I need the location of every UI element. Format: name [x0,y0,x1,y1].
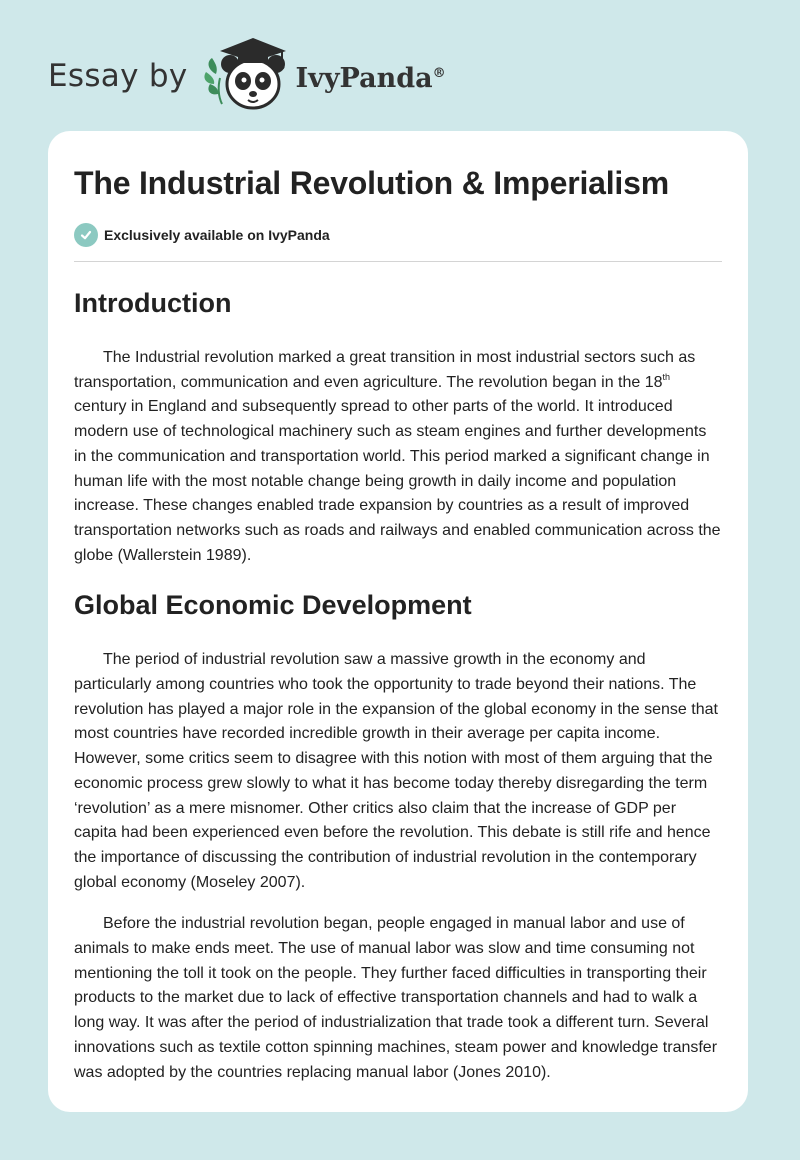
checkmark-icon [74,223,98,247]
section-heading-introduction: Introduction [74,288,232,318]
essay-card [48,131,748,1112]
registered-mark: ® [432,65,446,81]
paragraph-introduction: The Industrial revolution marked a great transition in most industrial sectors such as transportation, communication and even agriculture. The revolution began in the 18th century in England and subsequently spread to other parts of the world. It introduced modern use of technological machinery such as steam engines and further developments in the communication and transportation world. This period marked a significant change in human life with the most notable change being growth in daily income and population increase. These changes enabled trade expansion by countries as a result of improved transportation networks such as roads and railways and enabled communication across the globe (Wallerstein 1989). [74,349,721,564]
paragraph-before-industrial-revolution: Before the industrial revolution began, people engaged in manual labor and use of animals to make ends meet. The use of manual labor was slow and time consuming not mentioning the toll it took on the people. They further faced difficulties in transporting their products to the market due to lack of effective transportation channels and had to walk a long way. It was after the period of industrialization that trade took a different turn. Several innovations such as textile cotton spinning machines, steam power and knowledge transfer was adopted by the countries replacing manual labor (Jones 2010). [74,915,718,1081]
brand-name: IvyPanda® [295,62,446,94]
exclusive-badge [74,223,722,247]
superscript-th: th [662,371,671,382]
section-heading-global-economic-development: Global Economic Development [74,590,472,621]
brand-prefix: Essay by [48,58,188,94]
paragraph-economic-growth: The period of industrial revolution saw a massive growth in the economy and particularly among countries who took the opportunity to trade beyond their nations. The revolution has played a major role in the expansion of the global economy in the sense that most countries have recorded incredible growth in their average per capita income. However, some critics seem to disagree with this notion with most of them arguing that the economic process grew slowly to what it has become today thereby disregarding the term ‘revolution’ as a mere misnomer. Other critics also claim that the increase of GDP per capita had been experienced even before the revolution. This debate is still rife and hence the importance of discussing the contribution of industrial revolution in the contemporary global economy (Moseley 2007). [74,651,718,891]
exclusive-badge-text: Exclusively available on IvyPanda [104,227,330,243]
page-title: The Industrial Revolution & Imperialism [74,165,669,201]
ivypanda-logo-icon[interactable] [202,34,294,114]
brand-header [48,34,446,114]
divider [74,261,722,262]
